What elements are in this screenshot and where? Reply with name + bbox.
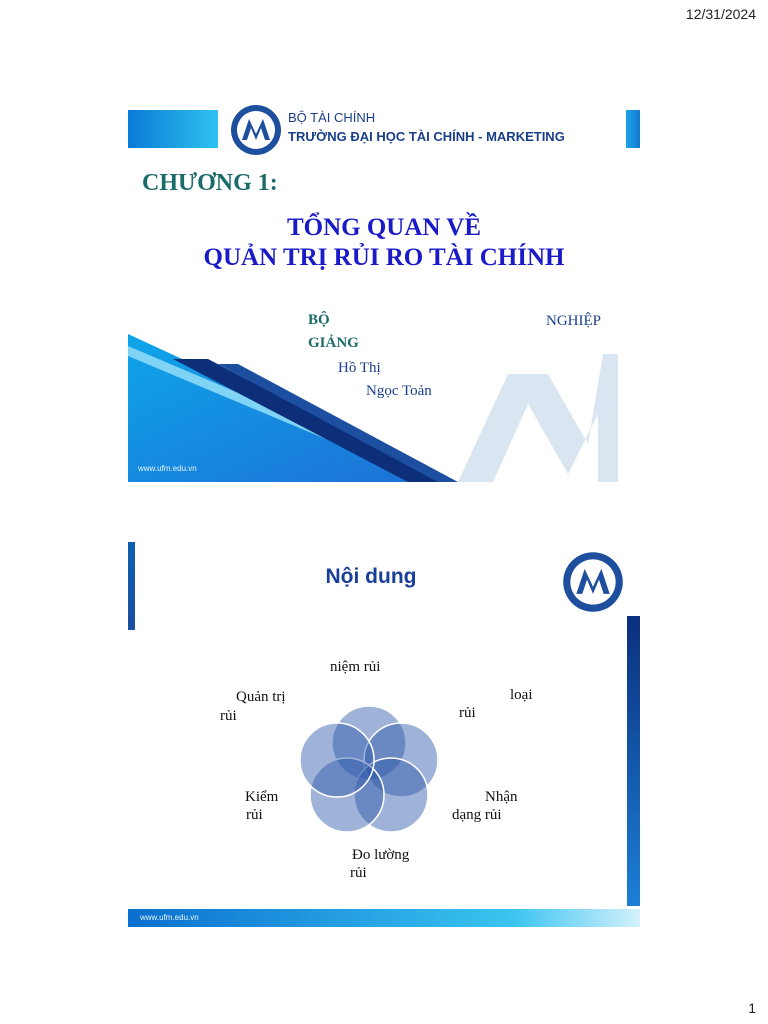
- university-logo-icon: [562, 551, 624, 613]
- slide-2: [128, 541, 640, 927]
- label-manage-1: Quản trị: [236, 689, 286, 705]
- decorative-stripes: [128, 334, 640, 482]
- label-measure-2: rủi: [350, 865, 367, 881]
- header-right-bar: [626, 110, 640, 148]
- label-type-2: rủi: [459, 705, 476, 721]
- slide-1: [128, 104, 640, 482]
- lecturer-label-2: GIẢNG: [308, 335, 359, 351]
- footer-bar: [128, 909, 640, 927]
- website-label: www.ufm.edu.vn: [138, 464, 197, 473]
- label-identify-1: Nhận: [485, 789, 518, 805]
- lecturer-name-2: Ngọc Toản: [366, 383, 432, 399]
- dept-word: NGHIỆP: [546, 313, 601, 329]
- chapter-heading: CHƯƠNG 1:: [142, 170, 278, 196]
- label-manage-2: rủi: [220, 708, 237, 724]
- label-identify-2: dạng rủi: [452, 807, 502, 823]
- header-left-bar: [128, 110, 218, 148]
- label-measure-1: Đo lường: [352, 847, 410, 863]
- title-line-1: TỔNG QUAN VỀ: [286, 214, 481, 241]
- university-logo-icon: [230, 104, 282, 156]
- print-date: 12/31/2024: [685, 6, 756, 22]
- label-control-1: Kiểm: [245, 789, 279, 805]
- lecturer-label-1: BỘ: [308, 312, 330, 328]
- title-line-2: QUẢN TRỊ RỦI RO TÀI CHÍNH: [203, 244, 565, 271]
- label-control-2: rủi: [246, 807, 263, 823]
- page-number: 1: [748, 1000, 756, 1016]
- right-accent-bar: [627, 616, 640, 906]
- org-line-1: BỘ TÀI CHÍNH: [288, 110, 376, 125]
- org-line-2: TRƯỜNG ĐẠI HỌC TÀI CHÍNH - MARKETING: [288, 129, 565, 144]
- venn-flower-diagram: [300, 703, 438, 835]
- website-label: www.ufm.edu.vn: [140, 913, 199, 922]
- slide-title: Nội dung: [325, 565, 417, 588]
- lecturer-name-1: Hồ Thị: [338, 360, 381, 376]
- label-concept: niệm rủi: [330, 659, 381, 675]
- label-type-1: loại: [510, 687, 533, 703]
